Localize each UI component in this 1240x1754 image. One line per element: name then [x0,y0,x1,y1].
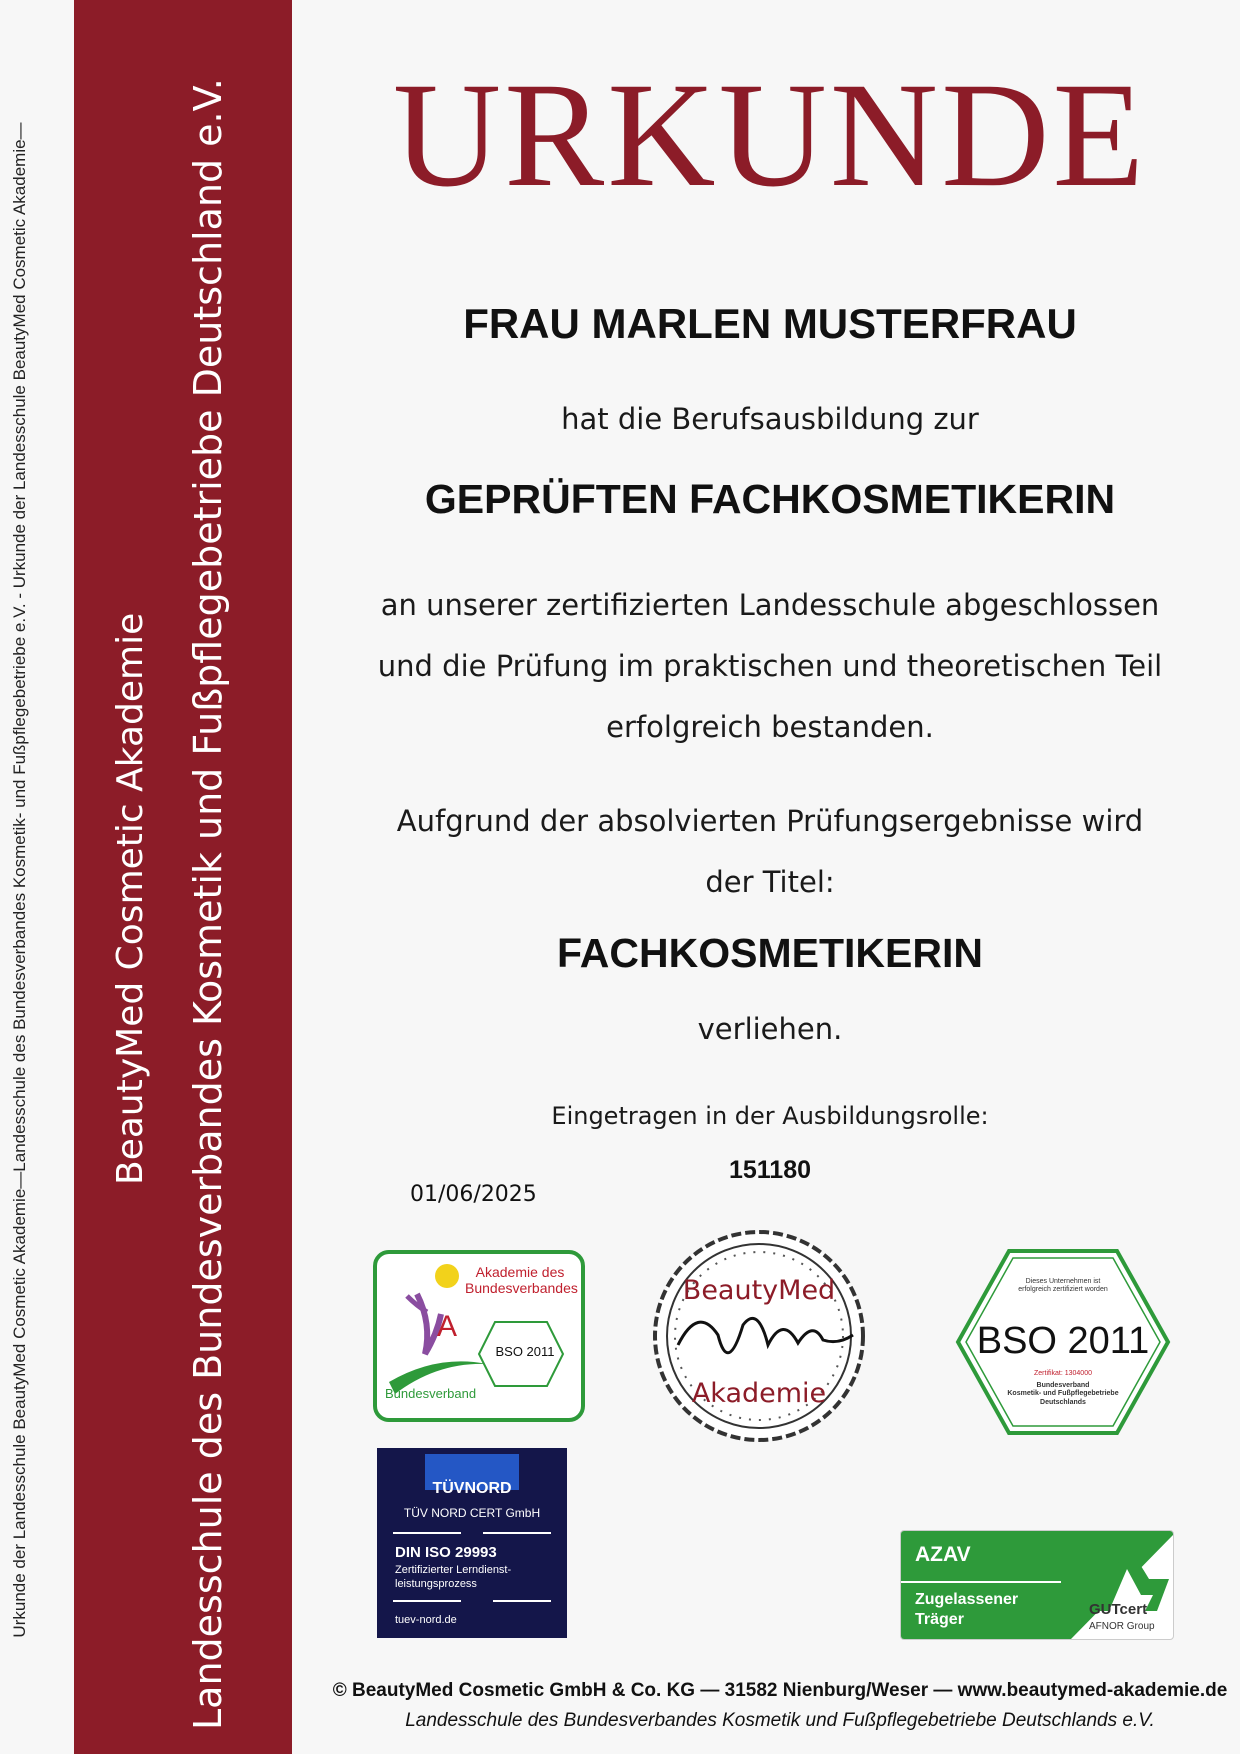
side-band [74,0,292,1754]
awarded-title: FACHKOSMETIKERIN [557,930,983,976]
azav-brand: GUTcert [1089,1601,1148,1618]
akademie-bso: BSO 2011 [495,1344,555,1359]
bso-top1: Dieses Unternehmen ist [1025,1278,1101,1285]
akademie-line2: Bundesverbandes [465,1280,578,1297]
bso-b2: Kosmetik- und Fußpflegebetriebe [1007,1390,1119,1398]
tuv-web: tuev-nord.de [395,1614,457,1626]
tuv-brand: TÜVNORD [432,1480,512,1497]
tuv-norm: DIN ISO 29993 [395,1544,497,1561]
qualification: GEPRÜFTEN FACHKOSMETIKERIN [424,476,1116,522]
stamp-top-text: BeautyMed [682,1275,836,1306]
edge-text: Urkunde der Landesschule BeautyMed Cosmetic Akademie—Landesschule des Bundesverbandes Kosmetik- und Fußpflegebetriebe e.V. - Urkunde der Landesschule BeautyMed Cosmetic Akademie— [10,122,29,1638]
bso-cert: Zertifikat: 1304000 [1034,1370,1092,1377]
azav-line1: Zugelassener [915,1591,1019,1608]
tuv-desc1: Zertifizierter Lerndienst- [395,1564,512,1576]
akademie-seal [373,1250,585,1422]
text-line-a: an unserer zertifizierten Landesschule abgeschlossen [380,588,1160,622]
tuv-company: TÜV NORD CERT GmbH [403,1506,541,1520]
text-line-d: Aufgrund der absolvierten Prüfungsergebnisse wird [396,804,1144,838]
beautymed-stamp [648,1225,870,1447]
azav-line2: Träger [915,1611,964,1628]
bso-seal [955,1248,1171,1436]
bso-top2: erfolgreich zertifiziert worden [1018,1286,1108,1294]
azav-title: AZAV [915,1543,971,1566]
tuv-desc2: leistungsprozess [395,1578,477,1590]
akademie-bottom: Bundesverband [385,1386,477,1401]
tuv-seal [377,1448,567,1638]
band-academy-name: BeautyMed Cosmetic Akademie [110,612,151,1185]
recipient-name: FRAU MARLEN MUSTERFRAU [463,300,1077,347]
text-line-1: hat die Berufsausbildung zur [561,402,979,436]
akademie-letter: A [437,1310,458,1343]
text-line-c: erfolgreich bestanden. [606,710,934,744]
band-school-name: Landesschule des Bundesverbandes Kosmetik und Fußpflegebetriebe Deutschland e.V. [186,78,230,1730]
text-line-e: der Titel: [705,865,835,899]
text-line-b: und die Prüfung im praktischen und theoretischen Teil [377,649,1163,683]
azav-group: AFNOR Group [1089,1621,1155,1632]
footer-school: Landesschule des Bundesverbandes Kosmetik und Fußpflegebetriebe Deutschlands e.V. [405,1710,1155,1731]
text-line-f: verliehen. [697,1012,843,1046]
bso-b3: Deutschlands [1040,1398,1086,1406]
registry-label: Eingetragen in der Ausbildungsrolle: [551,1102,989,1130]
bso-b1: Bundesverband [1036,1382,1090,1389]
stamp-bottom-text: Akademie [691,1378,827,1409]
azav-seal [900,1530,1174,1640]
issue-date: 01/06/2025 [410,1182,537,1207]
akademie-line1: Akademie des [475,1264,565,1280]
certificate-title: URKUNDE [392,52,1148,218]
stamp-ring-icon [648,1225,870,1447]
bso-main: BSO 2011 [976,1320,1150,1362]
footer-company: © BeautyMed Cosmetic GmbH & Co. KG — 31582 Nienburg/Weser — www.beautymed-akademie.de [332,1680,1228,1701]
registry-number: 151180 [728,1156,812,1184]
